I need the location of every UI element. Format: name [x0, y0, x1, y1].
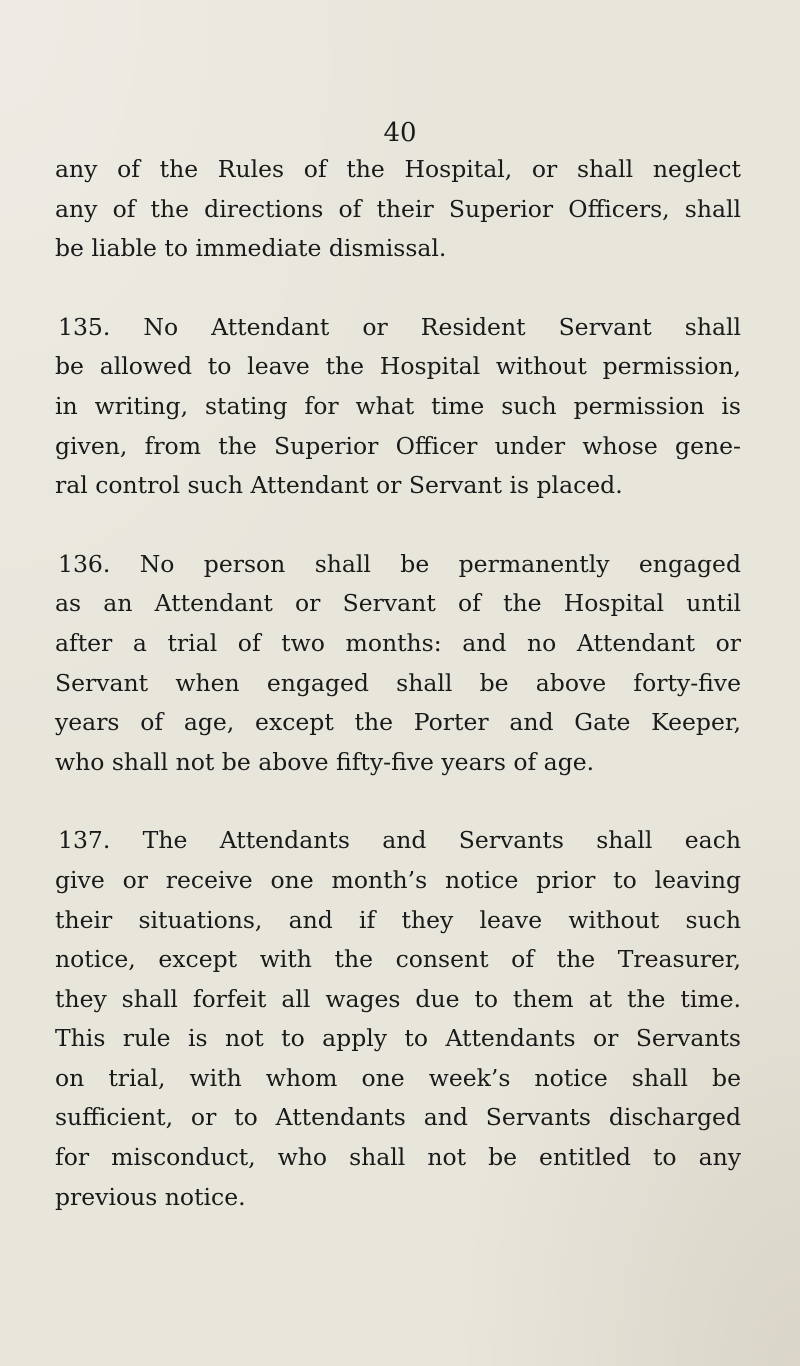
text-line: notice, except with the consent of the Treasurer, — [55, 945, 741, 974]
text-line: 136. No person shall be permanently engaged — [58, 549, 741, 578]
paragraph-rule-135 — [55, 308, 741, 506]
paragraph-rule-136 — [55, 545, 741, 783]
paragraph-rules-continuation — [55, 150, 741, 269]
text-line: give or receive one month’s notice prior to leaving — [55, 865, 741, 894]
text-line: their situations, and if they leave without such — [55, 905, 741, 934]
text-line: any of the directions of their Superior Officers, shall — [55, 194, 741, 223]
text-line: be liable to immediate dismissal. — [55, 234, 447, 263]
text-line: previous notice. — [55, 1182, 246, 1211]
page-number: 40 — [383, 118, 417, 148]
text-line: This rule is not to apply to Attendants or Servants — [55, 1024, 741, 1053]
text-line: given, from the Superior Officer under whose gene- — [55, 431, 741, 460]
text-line: who shall not be above fifty-five years of age. — [55, 747, 595, 776]
text-line: Servant when engaged shall be above forty-five — [55, 668, 741, 697]
text-line: on trial, with whom one week’s notice shall be — [55, 1063, 741, 1092]
text-line: sufficient, or to Attendants and Servants discharged — [55, 1103, 741, 1132]
text-line: for misconduct, who shall not be entitled to any — [55, 1143, 741, 1172]
text-line: any of the Rules of the Hospital, or shall neglect — [55, 155, 741, 183]
text-line: they shall forfeit all wages due to them at the time. — [55, 984, 741, 1013]
text-line: in writing, stating for what time such permission is — [55, 391, 741, 420]
text-line: years of age, except the Porter and Gate Keeper, — [55, 708, 741, 737]
text-line: ral control such Attendant or Servant is placed. — [55, 471, 623, 500]
paragraph-rule-137 — [55, 821, 741, 1217]
document-body — [55, 150, 741, 1217]
text-line: 135. No Attendant or Resident Servant shall — [58, 312, 741, 341]
text-line: be allowed to leave the Hospital without permission, — [55, 352, 741, 381]
text-line: as an Attendant or Servant of the Hospital until — [55, 589, 741, 618]
text-line: after a trial of two months: and no Attendant or — [55, 628, 741, 657]
text-line: 137. The Attendants and Servants shall each — [58, 826, 741, 855]
